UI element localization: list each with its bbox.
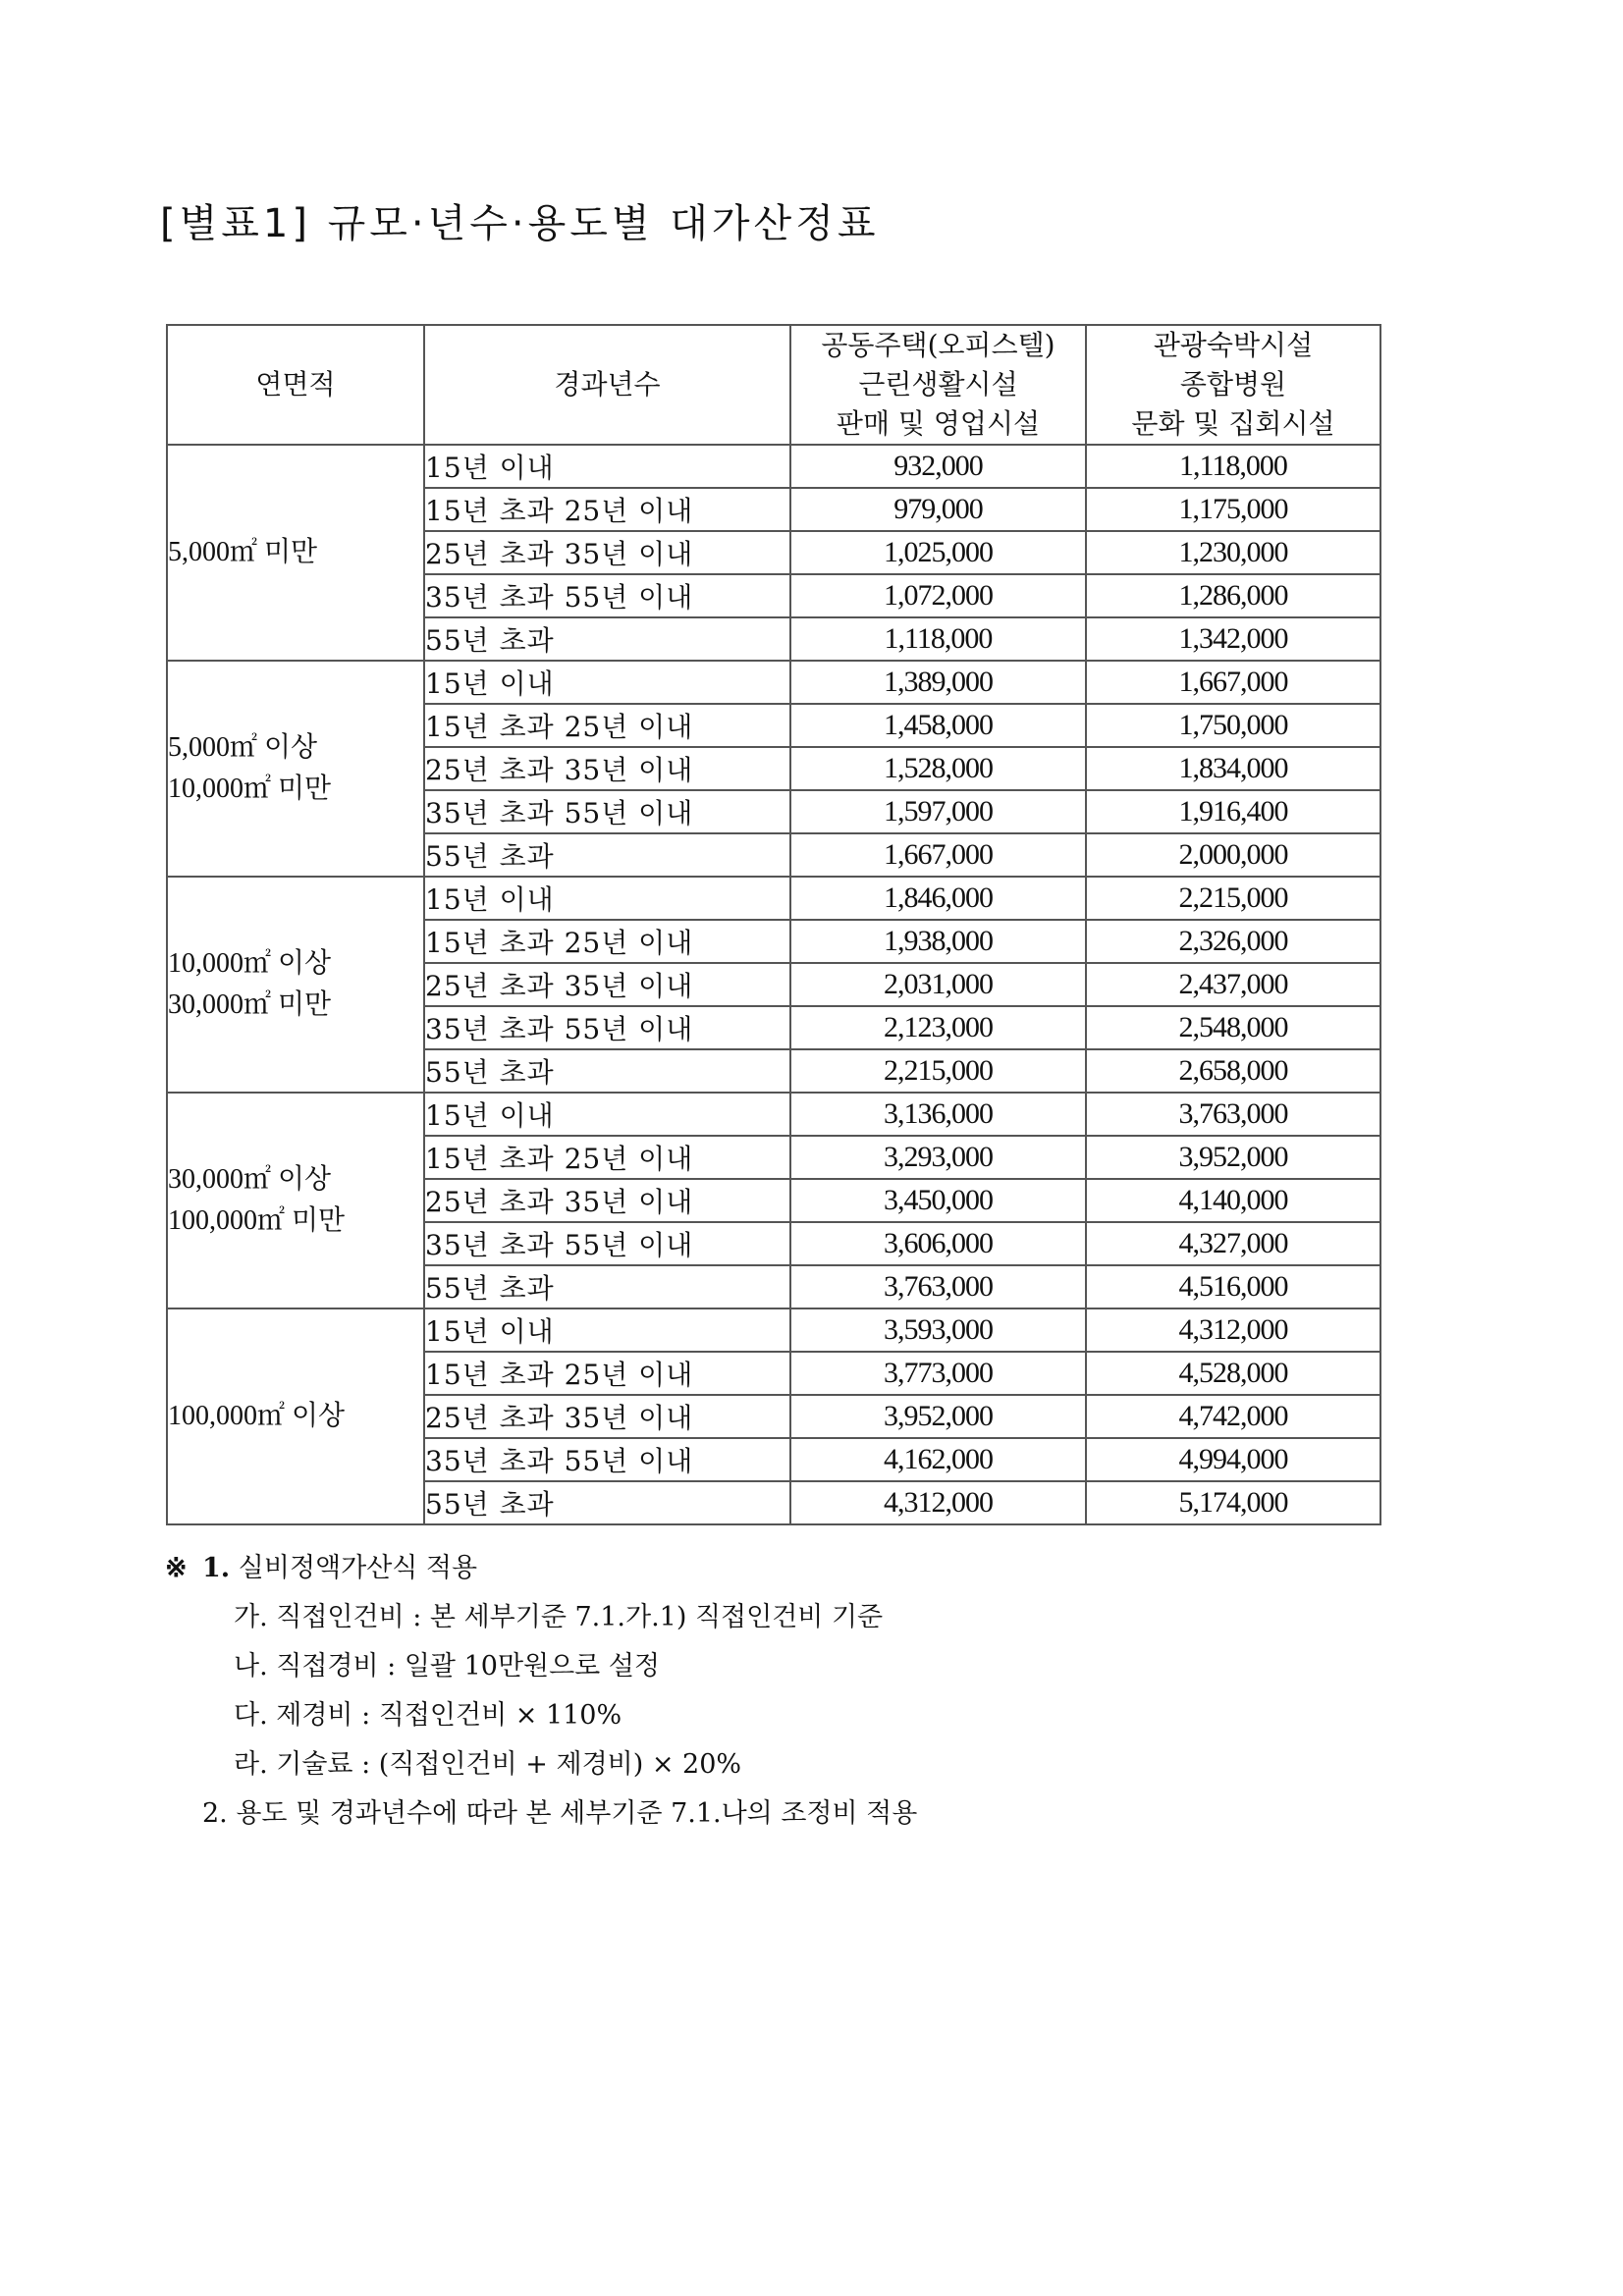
fee-cell-group2: 5,174,000 — [1086, 1481, 1380, 1524]
area-label: 30,000㎡ 미만 — [168, 989, 332, 1020]
fee-cell-group1: 4,162,000 — [790, 1438, 1086, 1481]
fee-cell-group1: 1,118,000 — [790, 617, 1086, 661]
header-group1-line: 근린생활시설 — [858, 368, 1018, 400]
header-group1-line: 판매 및 영업시설 — [836, 407, 1041, 440]
age-cell: 15년 초과 25년 이내 — [424, 1352, 790, 1395]
age-cell: 15년 초과 25년 이내 — [424, 704, 790, 747]
fee-cell-group2: 2,326,000 — [1086, 920, 1380, 963]
header-row — [167, 325, 1380, 445]
area-cell — [167, 1093, 424, 1308]
age-cell: 25년 초과 35년 이내 — [424, 1395, 790, 1438]
fee-cell-group2: 4,742,000 — [1086, 1395, 1380, 1438]
fee-cell-group1: 3,593,000 — [790, 1308, 1086, 1352]
area-cell — [167, 1308, 424, 1524]
header-area: 연면적 — [167, 325, 424, 445]
age-cell: 35년 초과 55년 이내 — [424, 790, 790, 833]
age-cell: 25년 초과 35년 이내 — [424, 1179, 790, 1222]
header-group2-line: 종합병원 — [1179, 368, 1287, 400]
note-1-item: 가. 직접인건비 : 본 세부기준 7.1.가.1) 직접인건비 기준 — [234, 1602, 884, 1632]
fee-cell-group2: 4,994,000 — [1086, 1438, 1380, 1481]
fee-cell-group1: 979,000 — [790, 488, 1086, 531]
fee-cell-group1: 3,606,000 — [790, 1222, 1086, 1265]
fee-cell-group2: 3,763,000 — [1086, 1093, 1380, 1136]
fee-cell-group1: 1,938,000 — [790, 920, 1086, 963]
note-1-text: 실비정액가산식 적용 — [238, 1553, 478, 1583]
age-cell: 15년 초과 25년 이내 — [424, 488, 790, 531]
fee-cell-group1: 2,123,000 — [790, 1006, 1086, 1049]
age-cell: 25년 초과 35년 이내 — [424, 747, 790, 790]
age-cell: 15년 이내 — [424, 1093, 790, 1136]
area-label: 100,000㎡ 미만 — [168, 1205, 346, 1236]
table-row — [167, 1308, 1380, 1352]
area-label: 10,000㎡ 이상 — [168, 948, 332, 979]
fee-cell-group2: 1,667,000 — [1086, 661, 1380, 704]
fee-cell-group2: 2,215,000 — [1086, 877, 1380, 920]
page-title: [별표1] 규모·년수·용도별 대가산정표 — [160, 201, 880, 246]
fee-cell-group1: 3,450,000 — [790, 1179, 1086, 1222]
reference-mark: ※ — [165, 1553, 188, 1583]
age-cell: 55년 초과 — [424, 1049, 790, 1093]
age-cell: 15년 초과 25년 이내 — [424, 920, 790, 963]
age-cell: 15년 초과 25년 이내 — [424, 1136, 790, 1179]
notes — [165, 1544, 917, 1839]
note-2: 2. 용도 및 경과년수에 따라 본 세부기준 7.1.나의 조정비 적용 — [202, 1798, 918, 1829]
header-group2 — [1086, 325, 1380, 445]
header-group1 — [790, 325, 1086, 445]
table-row — [167, 877, 1380, 920]
fee-cell-group1: 1,025,000 — [790, 531, 1086, 574]
fee-cell-group1: 4,312,000 — [790, 1481, 1086, 1524]
fee-cell-group2: 1,286,000 — [1086, 574, 1380, 617]
age-cell: 15년 이내 — [424, 877, 790, 920]
area-label: 5,000㎡ 미만 — [168, 537, 318, 567]
area-label: 10,000㎡ 미만 — [168, 774, 332, 804]
header-group1-line: 공동주택(오피스텔) — [821, 329, 1055, 361]
fee-cell-group2: 1,834,000 — [1086, 747, 1380, 790]
header-group2-line: 관광숙박시설 — [1153, 329, 1314, 361]
area-cell — [167, 877, 424, 1093]
fee-cell-group1: 3,773,000 — [790, 1352, 1086, 1395]
age-cell: 35년 초과 55년 이내 — [424, 1006, 790, 1049]
fee-cell-group1: 1,458,000 — [790, 704, 1086, 747]
fee-cell-group2: 4,528,000 — [1086, 1352, 1380, 1395]
age-cell: 55년 초과 — [424, 1265, 790, 1308]
table-row — [167, 445, 1380, 488]
fee-cell-group1: 3,136,000 — [790, 1093, 1086, 1136]
fee-table-body — [167, 445, 1380, 1524]
fee-table — [166, 324, 1381, 1525]
fee-cell-group2: 1,750,000 — [1086, 704, 1380, 747]
fee-cell-group2: 4,140,000 — [1086, 1179, 1380, 1222]
age-cell: 35년 초과 55년 이내 — [424, 574, 790, 617]
fee-cell-group1: 1,072,000 — [790, 574, 1086, 617]
fee-cell-group2: 1,230,000 — [1086, 531, 1380, 574]
area-label: 100,000㎡ 이상 — [168, 1401, 346, 1431]
age-cell: 25년 초과 35년 이내 — [424, 531, 790, 574]
fee-cell-group2: 1,916,400 — [1086, 790, 1380, 833]
fee-cell-group2: 2,000,000 — [1086, 833, 1380, 877]
age-cell: 35년 초과 55년 이내 — [424, 1222, 790, 1265]
fee-cell-group1: 2,031,000 — [790, 963, 1086, 1006]
age-cell: 15년 이내 — [424, 445, 790, 488]
fee-cell-group1: 1,846,000 — [790, 877, 1086, 920]
header-age: 경과년수 — [424, 325, 790, 445]
age-cell: 35년 초과 55년 이내 — [424, 1438, 790, 1481]
note-1-item: 다. 제경비 : 직접인건비 × 110% — [234, 1700, 622, 1731]
area-label: 30,000㎡ 이상 — [168, 1164, 332, 1195]
area-label: 5,000㎡ 이상 — [168, 732, 318, 763]
note-1-item: 나. 직접경비 : 일괄 10만원으로 설정 — [234, 1651, 661, 1682]
age-cell: 55년 초과 — [424, 833, 790, 877]
fee-cell-group2: 2,658,000 — [1086, 1049, 1380, 1093]
age-cell: 55년 초과 — [424, 1481, 790, 1524]
note-1 — [165, 1544, 917, 1593]
fee-cell-group1: 1,528,000 — [790, 747, 1086, 790]
table-row — [167, 661, 1380, 704]
fee-cell-group1: 3,293,000 — [790, 1136, 1086, 1179]
fee-cell-group1: 3,952,000 — [790, 1395, 1086, 1438]
area-cell — [167, 661, 424, 877]
fee-cell-group1: 1,667,000 — [790, 833, 1086, 877]
fee-cell-group1: 3,763,000 — [790, 1265, 1086, 1308]
fee-cell-group2: 4,327,000 — [1086, 1222, 1380, 1265]
age-cell: 15년 이내 — [424, 661, 790, 704]
table-row — [167, 1093, 1380, 1136]
header-group2-line: 문화 및 집회시설 — [1131, 407, 1335, 440]
area-cell — [167, 445, 424, 661]
fee-cell-group1: 932,000 — [790, 445, 1086, 488]
note-1-number: 1. — [202, 1553, 231, 1583]
note-1-item: 라. 기술료 : (직접인건비 + 제경비) × 20% — [234, 1749, 742, 1780]
age-cell: 25년 초과 35년 이내 — [424, 963, 790, 1006]
fee-cell-group2: 4,516,000 — [1086, 1265, 1380, 1308]
fee-cell-group2: 2,548,000 — [1086, 1006, 1380, 1049]
fee-cell-group2: 4,312,000 — [1086, 1308, 1380, 1352]
fee-cell-group2: 1,118,000 — [1086, 445, 1380, 488]
fee-cell-group1: 2,215,000 — [790, 1049, 1086, 1093]
fee-cell-group2: 3,952,000 — [1086, 1136, 1380, 1179]
fee-cell-group1: 1,597,000 — [790, 790, 1086, 833]
fee-cell-group2: 2,437,000 — [1086, 963, 1380, 1006]
fee-cell-group2: 1,175,000 — [1086, 488, 1380, 531]
fee-cell-group2: 1,342,000 — [1086, 617, 1380, 661]
age-cell: 55년 초과 — [424, 617, 790, 661]
age-cell: 15년 이내 — [424, 1308, 790, 1352]
fee-cell-group1: 1,389,000 — [790, 661, 1086, 704]
